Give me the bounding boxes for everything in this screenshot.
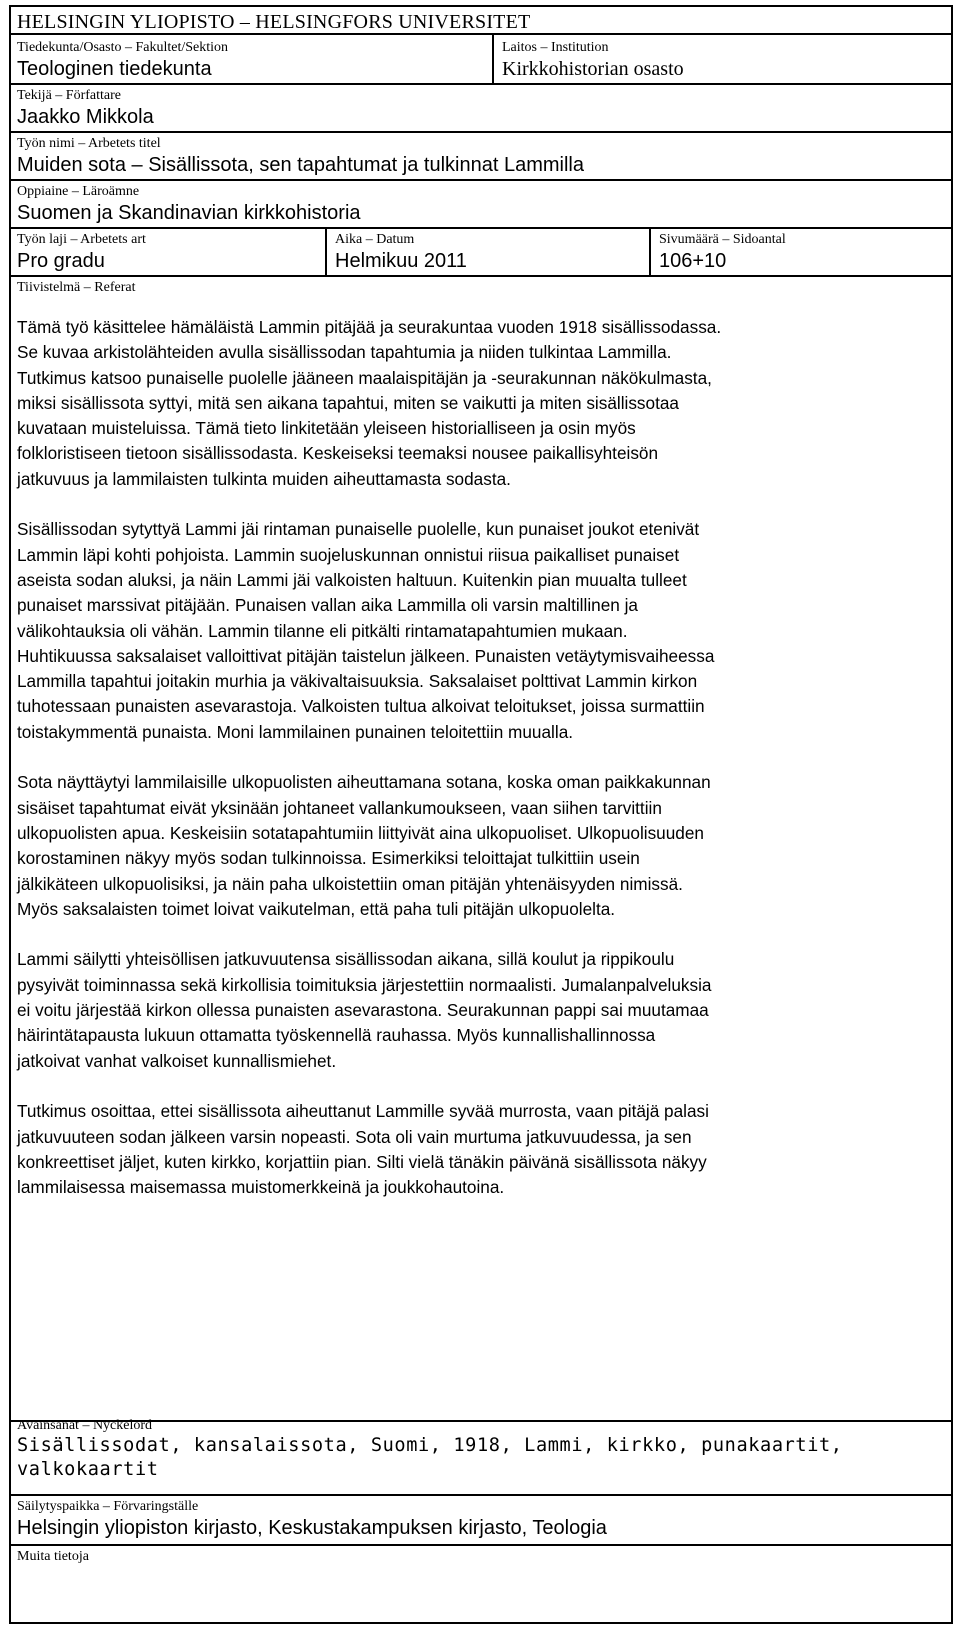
keywords-line: Sisällissodat, kansalaissota, Suomi, 1918, Lammi, kirkko, punakaartit, xyxy=(17,1435,843,1456)
other-info-section xyxy=(11,1546,951,1622)
institution-label: Laitos – Institution xyxy=(502,40,609,55)
other-info-label: Muita tietoja xyxy=(17,1549,89,1564)
author-label: Tekijä – Författare xyxy=(17,88,121,103)
abstract-line: välikohtauksia oli vähän. Lammin tilanne eli pitkälti rintamatapahtumien mukaan. xyxy=(17,620,628,641)
pages-label: Sivumäärä – Sidoantal xyxy=(659,232,786,247)
abstract-line: Tutkimus osoittaa, ettei sisällissota aiheuttanut Lammille syvää murrosta, vaan pitäjä palasi xyxy=(17,1101,709,1122)
abstract-line: jatkuvuuteen sodan jälkeen varsin nopeasti. Sota oli vain murtuma jatkuvuudessa, ja sen xyxy=(17,1126,692,1147)
institution-value: Kirkkohistorian osasto xyxy=(502,58,684,80)
abstract-line: Sisällissodan sytyttyä Lammi jäi rintaman punaiselle puolelle, kun punaiset joukot etenivät xyxy=(17,519,700,540)
keywords-label: Avainsanat – Nyckelord xyxy=(17,1418,153,1433)
university-name: HELSINGIN YLIOPISTO – HELSINGFORS UNIVERSITET xyxy=(17,11,531,33)
divider xyxy=(325,229,327,275)
subject-value: Suomen ja Skandinavian kirkkohistoria xyxy=(17,202,361,224)
abstract-line: häirintätapausta lukuun ottamatta työskennellä rauhassa. Myös kunnallishallinnossa xyxy=(17,1025,656,1046)
faculty-label: Tiedekunta/Osasto – Fakultet/Sektion xyxy=(17,40,229,55)
storage-section xyxy=(11,1496,951,1546)
abstract-line: jatkuvuus ja lammilaisten tulkinta muiden aiheuttamasta sodasta. xyxy=(17,468,511,489)
university-row xyxy=(11,7,951,35)
abstract-line: Tutkimus katsoo punaiselle puolelle jääneen maalaispitäjän ja -seurakunnan näkökulmasta, xyxy=(17,367,712,388)
divider xyxy=(492,35,494,83)
abstract-line: Lammin läpi kohti pohjoista. Lammin suojeluskunnan onnistui riisua paikalliset punaiset xyxy=(17,544,680,565)
abstract-line: Tämä työ käsittelee hämäläistä Lammin pitäjää ja seurakuntaa vuoden 1918 sisällissodassa. xyxy=(17,317,722,337)
storage-label: Säilytyspaikka – Förvaringställe xyxy=(17,1499,199,1514)
thesis-abstract-form xyxy=(9,5,953,1624)
title-label: Työn nimi – Arbetets titel xyxy=(17,136,161,151)
title-row xyxy=(11,133,951,181)
abstract-line: aseista sodan aluksi, ja näin Lammi jäi valkoisten haltuun. Kuitenkin pian muualta tulleet xyxy=(17,569,687,590)
abstract-line: konkreettiset jäljet, kuten kirkko, korjattiin pian. Silti vielä tänäkin päivänä sisällissota näkyy xyxy=(17,1151,707,1172)
abstract-body xyxy=(17,315,937,1226)
work-type-label: Työn laji – Arbetets art xyxy=(17,232,146,247)
faculty-institution-row xyxy=(11,35,951,85)
abstract-line: tuhotessaan punaisten asevarastoja. Valkoisten tultua alkoivat teloitukset, joissa surmattiin xyxy=(17,696,705,717)
title-value: Muiden sota – Sisällissota, sen tapahtumat ja tulkinnat Lammilla xyxy=(17,154,584,176)
faculty-value: Teologinen tiedekunta xyxy=(17,58,212,80)
abstract-line: pysyivät toiminnassa sekä kirkollisia toimituksia järjestettiin normaalisti. Jumalanpalveluksia xyxy=(17,974,712,995)
abstract-paragraph xyxy=(17,947,937,1073)
abstract-paragraph xyxy=(17,770,937,922)
abstract-line: jatkoivat vanhat valkoiset kunnallismiehet. xyxy=(17,1050,337,1071)
abstract-line: lammilaisessa maisemassa muistomerkkeinä ja joukkohautoina. xyxy=(17,1177,505,1198)
subject-label: Oppiaine – Läroämne xyxy=(17,184,140,199)
work-info-row xyxy=(11,229,951,277)
abstract-line: Lammi säilytti yhteisöllisen jatkuvuutensa sisällissodan aikana, sillä koulut ja rippikoulu xyxy=(17,949,675,970)
abstract-paragraph xyxy=(17,517,937,745)
storage-value: Helsingin yliopiston kirjasto, Keskustakampuksen kirjasto, Teologia xyxy=(17,1517,607,1539)
abstract-line: miksi sisällissota syttyi, mitä sen aikana tapahtui, miten se vaikutti ja miten sisällissotaa xyxy=(17,392,679,413)
abstract-line: folkloristiseen tietoon sisällissodasta. Keskeiseksi teemaksi nousee paikallisyhteisön xyxy=(17,443,659,464)
abstract-line: Lammilla tapahtui joitakin murhia ja väkivaltaisuuksia. Saksalaiset polttivat Lammin kirkon xyxy=(17,671,698,692)
abstract-paragraph xyxy=(17,315,937,492)
abstract-line: sisäiset tapahtumat eivät yksinään johtaneet vallankumoukseen, vaan siihen tarvittiin xyxy=(17,797,662,818)
abstract-line: toistakymmentä punaista. Moni lammilainen punainen teloitettiin muualla. xyxy=(17,721,574,742)
author-value: Jaakko Mikkola xyxy=(17,106,154,128)
keywords-line: valkokaartit xyxy=(17,1459,159,1480)
abstract-line: Sota näyttäytyi lammilaisille ulkopuolisten aiheuttamana sotana, koska oman paikkakunnan xyxy=(17,772,711,793)
subject-row xyxy=(11,181,951,229)
abstract-line: Myös saksalaisten toimet loivat vaikutelman, että paha tuli pitäjän ulkopuolelta. xyxy=(17,898,616,919)
divider xyxy=(649,229,651,275)
abstract-line: punaiset marssivat pitäjään. Punaisen vallan aika Lammilla oli varsin maltillinen ja xyxy=(17,595,638,616)
date-label: Aika – Datum xyxy=(335,232,415,247)
abstract-line: Huhtikuussa saksalaiset valloittivat pitäjän taistelun jälkeen. Punaisten vetäytymisvaiheessa xyxy=(17,645,715,666)
author-row xyxy=(11,85,951,133)
work-type-value: Pro gradu xyxy=(17,250,105,272)
abstract-paragraph xyxy=(17,1099,937,1200)
abstract-line: Se kuvaa arkistolähteiden avulla sisällissodan tapahtumia ja niiden tulkintaa Lammilla. xyxy=(17,342,672,363)
date-value: Helmikuu 2011 xyxy=(335,250,467,272)
pages-value: 106+10 xyxy=(659,250,727,272)
abstract-line: korostaminen näkyy myös sodan tulkinnoissa. Esimerkiksi teloittajat tulkittiin usein xyxy=(17,848,640,869)
abstract-line: ei voitu järjestää kirkon ollessa punaisten asevarastona. Seurakunnan pappi sai muutamaa xyxy=(17,1000,709,1021)
abstract-line: kuvataan muisteluissa. Tämä tieto linkitetään yleiseen historialliseen ja osin myös xyxy=(17,418,636,439)
abstract-line: jälkikäteen ulkopuolisiksi, ja näin paha ulkoistettiin oman pitäjän yhtenäisyyden nimissä. xyxy=(17,873,683,894)
abstract-label: Tiivistelmä – Referat xyxy=(17,280,136,295)
abstract-line: ulkopuolisten apua. Keskeisiin sotatapahtumiin liittyivät aina ulkopuoliset. Ulkopuolisuuden xyxy=(17,822,704,843)
keywords-value xyxy=(17,1434,843,1482)
